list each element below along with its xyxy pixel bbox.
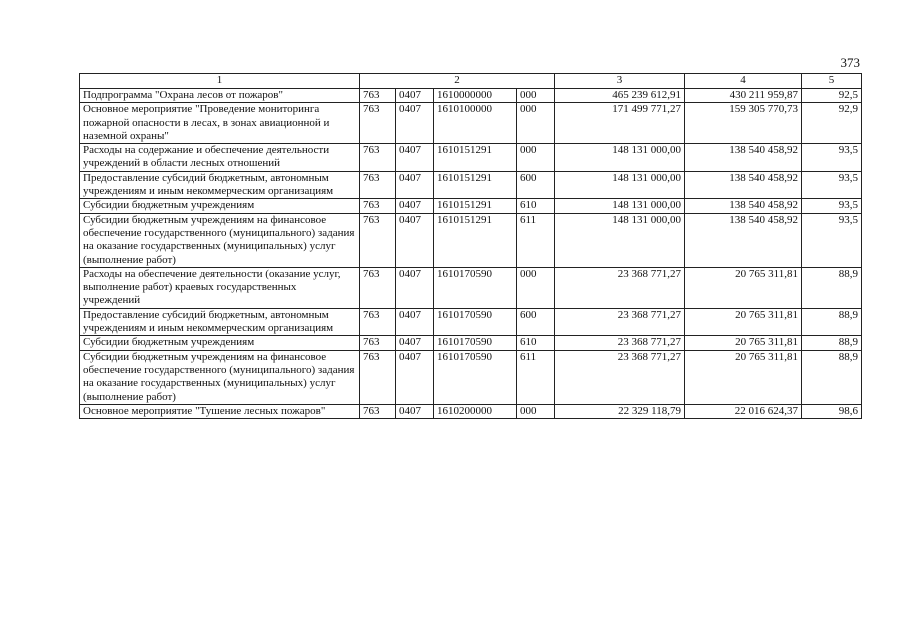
row-name: Субсидии бюджетным учреждениям на финансовое обеспечение государственного (муниципального) задания на оказание государственных (муниципальных) услуг (выполнение работ) <box>80 350 360 404</box>
planned-amount: 148 131 000,00 <box>555 213 685 267</box>
header-row <box>80 74 862 89</box>
admin-code: 763 <box>360 171 396 199</box>
planned-amount: 148 131 000,00 <box>555 171 685 199</box>
section-code: 0407 <box>396 103 434 144</box>
executed-amount: 20 765 311,81 <box>685 267 802 308</box>
row-name: Субсидии бюджетным учреждениям <box>80 336 360 350</box>
execution-percent: 93,5 <box>802 213 862 267</box>
table-body <box>80 89 862 419</box>
table-row <box>80 350 862 404</box>
executed-amount: 159 305 770,73 <box>685 103 802 144</box>
admin-code: 763 <box>360 103 396 144</box>
table-row <box>80 103 862 144</box>
header-col-1: 1 <box>80 74 360 89</box>
target-code: 1610200000 <box>434 404 517 418</box>
executed-amount: 20 765 311,81 <box>685 336 802 350</box>
row-name: Основное мероприятие "Проведение мониторинга пожарной опасности в лесах, в зонах авиационной и наземной охраны" <box>80 103 360 144</box>
row-name: Расходы на обеспечение деятельности (оказание услуг, выполнение работ) краевых государственных учреждений <box>80 267 360 308</box>
table-row <box>80 89 862 103</box>
table-row <box>80 404 862 418</box>
expense-type-code: 611 <box>517 213 555 267</box>
execution-percent: 93,5 <box>802 144 862 172</box>
target-code: 1610151291 <box>434 199 517 213</box>
target-code: 1610170590 <box>434 350 517 404</box>
admin-code: 763 <box>360 89 396 103</box>
table-row <box>80 199 862 213</box>
planned-amount: 22 329 118,79 <box>555 404 685 418</box>
expense-type-code: 000 <box>517 144 555 172</box>
executed-amount: 22 016 624,37 <box>685 404 802 418</box>
executed-amount: 138 540 458,92 <box>685 213 802 267</box>
section-code: 0407 <box>396 199 434 213</box>
budget-table <box>79 73 862 419</box>
section-code: 0407 <box>396 89 434 103</box>
execution-percent: 88,9 <box>802 350 862 404</box>
planned-amount: 465 239 612,91 <box>555 89 685 103</box>
section-code: 0407 <box>396 144 434 172</box>
planned-amount: 23 368 771,27 <box>555 336 685 350</box>
section-code: 0407 <box>396 171 434 199</box>
header-col-5: 5 <box>802 74 862 89</box>
planned-amount: 23 368 771,27 <box>555 308 685 336</box>
expense-type-code: 611 <box>517 350 555 404</box>
admin-code: 763 <box>360 336 396 350</box>
expense-type-code: 600 <box>517 171 555 199</box>
page-number: 373 <box>840 55 860 70</box>
row-name: Субсидии бюджетным учреждениям <box>80 199 360 213</box>
table-row <box>80 171 862 199</box>
admin-code: 763 <box>360 199 396 213</box>
table-row <box>80 308 862 336</box>
section-code: 0407 <box>396 404 434 418</box>
planned-amount: 148 131 000,00 <box>555 144 685 172</box>
target-code: 1610100000 <box>434 103 517 144</box>
expense-type-code: 000 <box>517 267 555 308</box>
row-name: Предоставление субсидий бюджетным, автономным учреждениям и иным некоммерческим организациям <box>80 308 360 336</box>
header-col-3: 3 <box>555 74 685 89</box>
expense-type-code: 610 <box>517 199 555 213</box>
target-code: 1610170590 <box>434 308 517 336</box>
expense-type-code: 610 <box>517 336 555 350</box>
table-row <box>80 336 862 350</box>
target-code: 1610170590 <box>434 267 517 308</box>
expense-type-code: 600 <box>517 308 555 336</box>
admin-code: 763 <box>360 267 396 308</box>
row-name: Расходы на содержание и обеспечение деятельности учреждений в области лесных отношений <box>80 144 360 172</box>
admin-code: 763 <box>360 350 396 404</box>
header-col-4: 4 <box>685 74 802 89</box>
executed-amount: 430 211 959,87 <box>685 89 802 103</box>
target-code: 1610151291 <box>434 144 517 172</box>
section-code: 0407 <box>396 213 434 267</box>
target-code: 1610151291 <box>434 213 517 267</box>
target-code: 1610151291 <box>434 171 517 199</box>
execution-percent: 88,9 <box>802 267 862 308</box>
executed-amount: 138 540 458,92 <box>685 144 802 172</box>
table-row <box>80 213 862 267</box>
admin-code: 763 <box>360 308 396 336</box>
target-code: 1610000000 <box>434 89 517 103</box>
planned-amount: 23 368 771,27 <box>555 267 685 308</box>
admin-code: 763 <box>360 144 396 172</box>
table-row <box>80 144 862 172</box>
section-code: 0407 <box>396 308 434 336</box>
planned-amount: 23 368 771,27 <box>555 350 685 404</box>
executed-amount: 20 765 311,81 <box>685 308 802 336</box>
execution-percent: 92,9 <box>802 103 862 144</box>
expense-type-code: 000 <box>517 404 555 418</box>
execution-percent: 93,5 <box>802 199 862 213</box>
executed-amount: 138 540 458,92 <box>685 199 802 213</box>
expense-type-code: 000 <box>517 89 555 103</box>
execution-percent: 88,9 <box>802 308 862 336</box>
section-code: 0407 <box>396 267 434 308</box>
admin-code: 763 <box>360 404 396 418</box>
execution-percent: 93,5 <box>802 171 862 199</box>
execution-percent: 98,6 <box>802 404 862 418</box>
executed-amount: 138 540 458,92 <box>685 171 802 199</box>
execution-percent: 92,5 <box>802 89 862 103</box>
table-row <box>80 267 862 308</box>
header-col-2: 2 <box>360 74 555 89</box>
execution-percent: 88,9 <box>802 336 862 350</box>
section-code: 0407 <box>396 350 434 404</box>
row-name: Основное мероприятие "Тушение лесных пожаров" <box>80 404 360 418</box>
row-name: Подпрограмма "Охрана лесов от пожаров" <box>80 89 360 103</box>
executed-amount: 20 765 311,81 <box>685 350 802 404</box>
planned-amount: 148 131 000,00 <box>555 199 685 213</box>
expense-type-code: 000 <box>517 103 555 144</box>
row-name: Субсидии бюджетным учреждениям на финансовое обеспечение государственного (муниципального) задания на оказание государственных (муниципальных) услуг (выполнение работ) <box>80 213 360 267</box>
planned-amount: 171 499 771,27 <box>555 103 685 144</box>
section-code: 0407 <box>396 336 434 350</box>
target-code: 1610170590 <box>434 336 517 350</box>
admin-code: 763 <box>360 213 396 267</box>
row-name: Предоставление субсидий бюджетным, автономным учреждениям и иным некоммерческим организациям <box>80 171 360 199</box>
